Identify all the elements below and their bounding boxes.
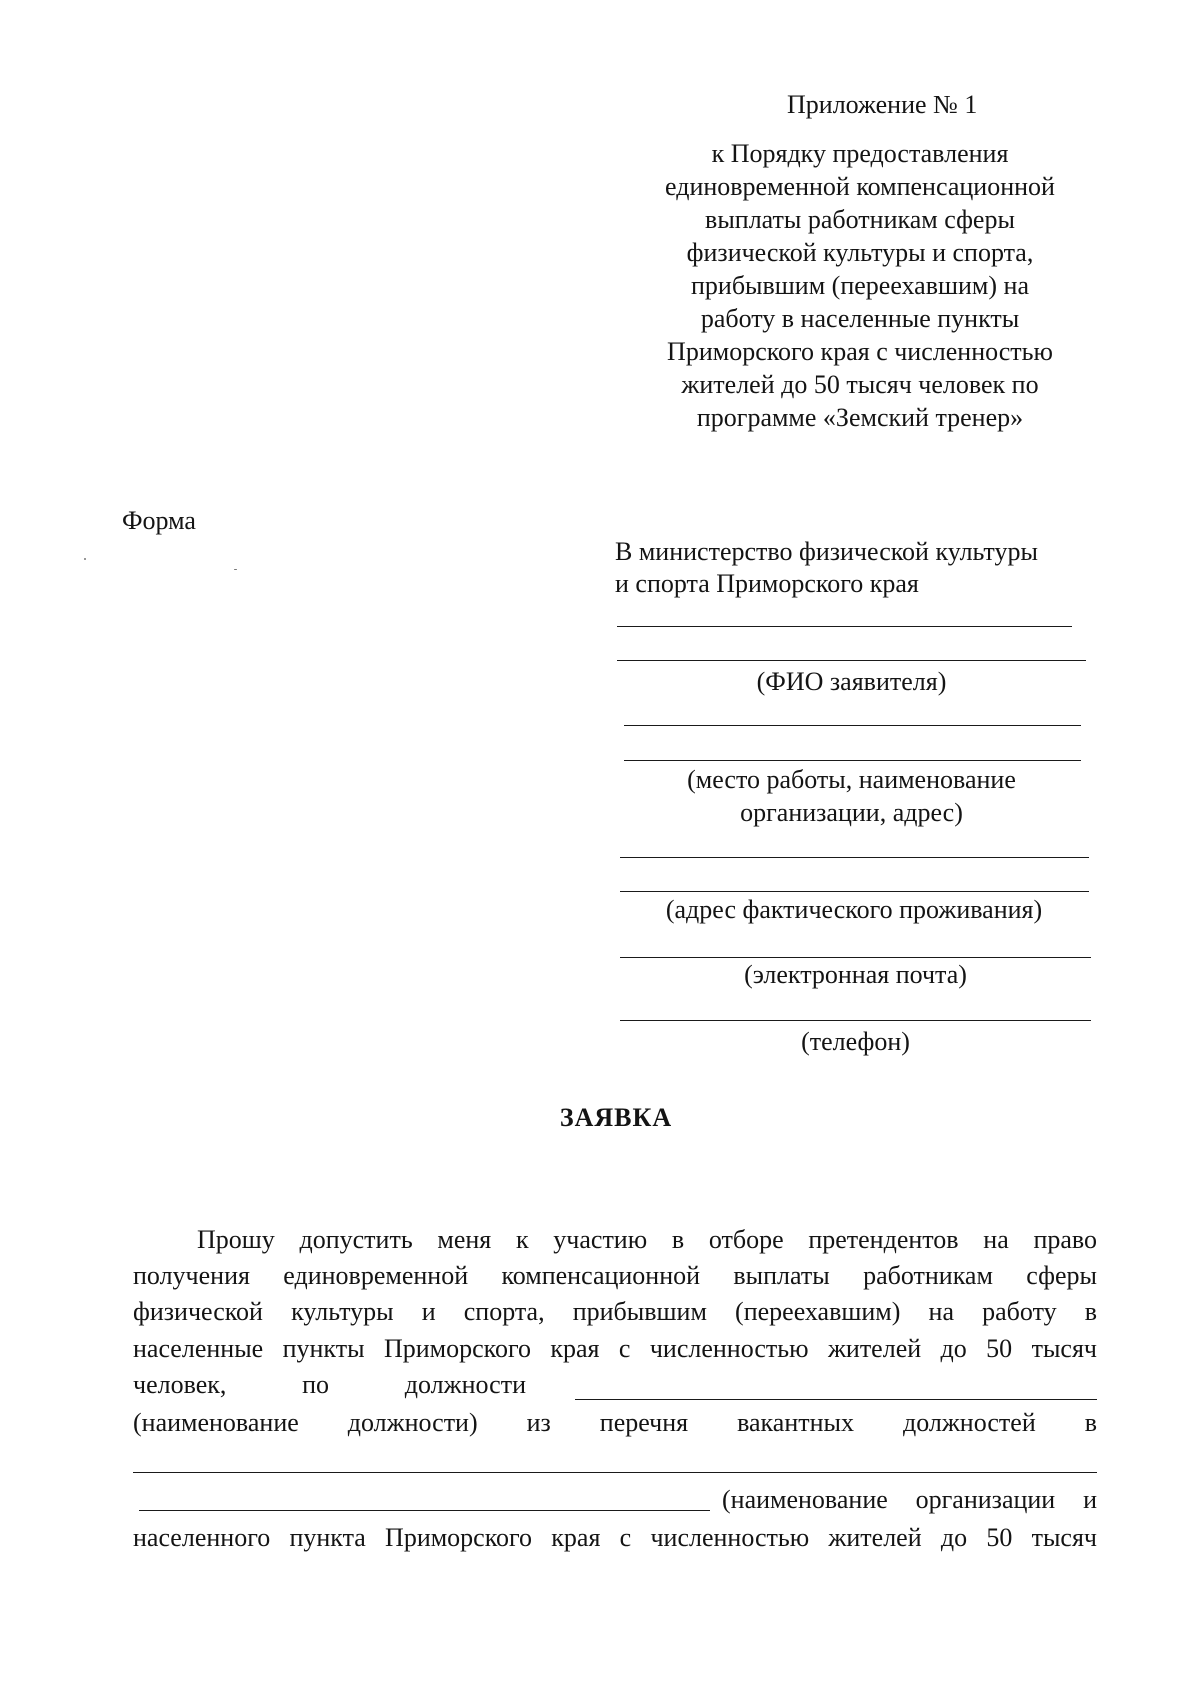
body-word: в [1084,1408,1097,1437]
email-caption: (электронная почта) [744,960,967,989]
appendix-line: Приморского края с численностью [667,337,1053,366]
body-line-8: (наименование организации и [722,1485,1097,1514]
body-word: перечня [599,1408,689,1437]
appendix-line: физической культуры и спорта, [686,238,1034,267]
workplace-caption-line-2: организации, адрес) [740,798,963,827]
position-input-line[interactable] [575,1399,1097,1400]
organization-input-line[interactable] [133,1472,1097,1473]
appendix-description [640,137,1080,434]
phone-input-line[interactable] [620,1020,1091,1021]
organization-input-line[interactable] [139,1510,710,1511]
appendix-line: прибывшим (переехавшим) на [690,271,1029,300]
body-word: должностей [902,1408,1036,1437]
appendix-number: Приложение № 1 [787,90,978,119]
body-word: вакантных [737,1408,854,1437]
body-line-3: физической культуры и спорта, прибывшим (переехавшим) на работу в [133,1297,1097,1326]
body-line-9: населенного пункта Приморского края с численностью жителей до 50 тысяч [133,1523,1097,1552]
body-word: должности) [347,1408,478,1437]
address-input-line[interactable] [620,857,1089,858]
body-word: должности [404,1370,526,1399]
phone-caption: (телефон) [801,1027,910,1056]
body-line-6 [133,1406,1097,1439]
workplace-input-line[interactable] [624,725,1081,726]
fio-input-line[interactable] [617,626,1072,627]
fio-input-line[interactable] [617,660,1086,661]
addressee-line-1: В министерство физической культуры [615,537,1038,566]
appendix-line: к Порядку предоставления [711,139,1009,168]
body-word: (наименование [133,1408,299,1437]
appendix-line: единовременной компенсационной [665,172,1055,201]
fio-caption: (ФИО заявителя) [756,667,947,696]
scan-speck [84,558,86,560]
appendix-line: жителей до 50 тысяч человек по [681,370,1039,399]
body-line-2: получения единовременной компенсационной выплаты работникам сферы [133,1261,1097,1290]
address-input-line[interactable] [620,891,1089,892]
workplace-caption-line-1: (место работы, наименование [687,765,1016,794]
body-line-1: Прошу допустить меня к участию в отборе претендентов на право [197,1225,1097,1254]
form-label: Форма [122,506,196,535]
body-word: человек, [133,1370,227,1399]
body-word: из [526,1408,551,1437]
body-word: по [302,1370,330,1399]
appendix-line: выплаты работникам сферы [705,205,1015,234]
body-line-5 [133,1368,526,1401]
workplace-input-line[interactable] [624,760,1081,761]
body-line-4: населенные пункты Приморского края с численностью жителей до 50 тысяч [133,1334,1097,1363]
address-caption: (адрес фактического проживания) [665,895,1043,924]
appendix-line: программе «Земский тренер» [696,403,1024,432]
document-title: ЗАЯВКА [559,1103,673,1132]
scan-speck [234,569,237,570]
appendix-line: работу в населенные пункты [700,304,1020,333]
addressee-line-2: и спорта Приморского края [615,569,919,598]
